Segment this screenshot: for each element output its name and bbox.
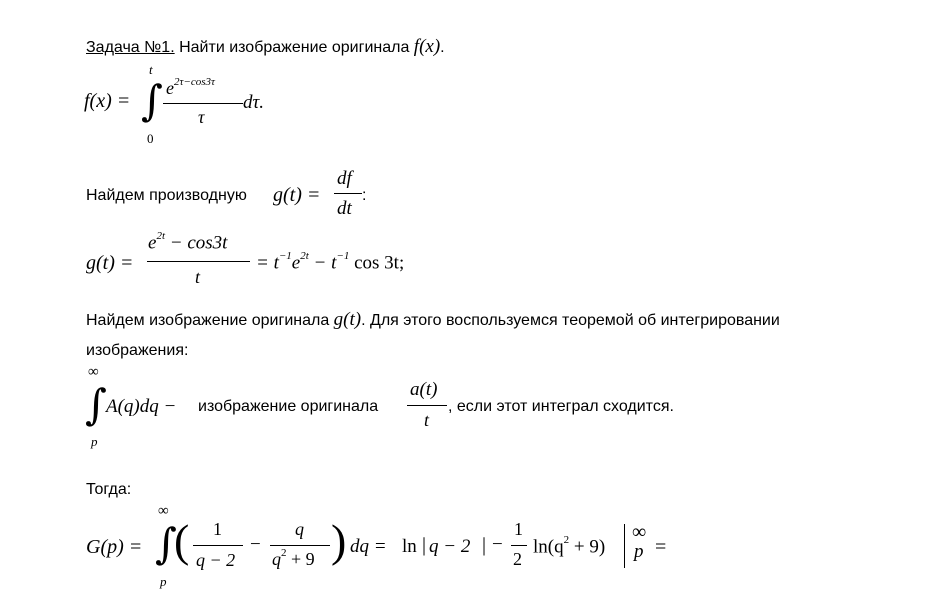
task-text: Найти изображение оригинала [179,39,410,56]
eq1-tail: dτ. [243,92,265,113]
eq4-minus-2: − [492,534,503,555]
then-label: Тогда: [86,481,132,498]
eq4-fraction-1-numerator: 1 [213,519,222,539]
task-label: Задача №1. [86,39,175,56]
paragraph-line-2: изображения: [86,342,189,359]
derivative-denominator: dt [337,198,352,219]
eq4-sub-lower: p [634,541,644,562]
eq4-ln-2: $\ln(q^2 + 9)$ [533,534,606,558]
derivative-fraction-bar [334,193,362,194]
eq2-rhs: = $t^{-1}e^{2t} - t^{-1}$ cos 3t; [256,250,405,274]
eq4-fraction-2-bar [270,545,330,546]
eq2-denominator: t [195,267,201,287]
eq1-fraction-bar [163,103,243,104]
eq4-left-paren: ( [174,515,190,566]
eq4-fraction-1-denominator: q − 2 [196,550,236,570]
eq4-lhs: G(p) = [86,536,143,558]
derivative-end: : [362,187,367,204]
eq1-numerator: $e^{2\tau-cos3\tau}$ [166,76,215,98]
eq1-integral-sign: ∫ [141,76,163,125]
eq1-upper-limit: t [149,62,153,77]
eq4-equals-end: = [655,536,667,558]
eq4-lower-limit: p [160,574,167,589]
eq4-fraction-1-bar [193,545,243,546]
eq3-text: изображение оригинала [198,398,379,415]
eq4-fraction-3-bar [511,545,527,546]
eq1-lhs: f(x) = [84,90,131,112]
eq1-denominator: τ [198,107,205,127]
eq2-numerator: $e^{2t} - \cos 3t$ [148,230,228,254]
eq3-integrand: A(q)dq − [106,396,177,417]
eq4-dq: dq = [350,536,387,557]
eq4-abs-left: | [422,534,427,556]
task-heading [86,36,445,58]
eq1-lower-limit: 0 [147,131,154,146]
eq4-fraction-3-numerator: 1 [514,519,523,539]
eq4-integral-sign: ∫ [155,519,177,568]
eq4-fraction-2-numerator: q [295,519,304,539]
eq4-upper-limit: ∞ [158,503,169,519]
eq4-fraction-3-denominator: 2 [513,549,522,569]
eq3-fraction-bar [407,405,447,406]
eq4-fraction-2-denominator: $q^2 + 9$ [272,547,315,569]
task-func: f(x) [413,36,441,57]
eq3-lower-limit: p [91,434,98,449]
eq4-right-paren: ) [331,515,347,566]
task-end: . [440,39,445,56]
eq4-minus: − [250,534,261,555]
eq4-abs-right: | [482,534,487,556]
derivative-text: Найдем производную [86,187,247,204]
eq3-tail: , если этот интеграл сходится. [448,398,674,415]
eq3-upper-limit: ∞ [88,364,99,380]
eq4-abs-body: q − 2 [429,536,471,557]
eq2-fraction-bar [147,261,250,262]
eq3-numerator: a(t) [410,379,438,400]
derivative-numerator: df [337,168,352,189]
paragraph-line-1: Найдем изображение оригинала g(t). Для этого воспользуемся теоремой об интегрировании [86,309,780,330]
eq2-lhs: g(t) = [86,252,134,274]
derivative-lhs: g(t) = [273,184,321,206]
eq3-integral-sign: ∫ [85,380,107,429]
eq3-denominator: t [424,410,430,430]
eq4-sub-upper: ∞ [632,521,647,543]
eq4-ln-1: ln [402,536,417,557]
eq4-evaluation-bar [624,524,625,568]
